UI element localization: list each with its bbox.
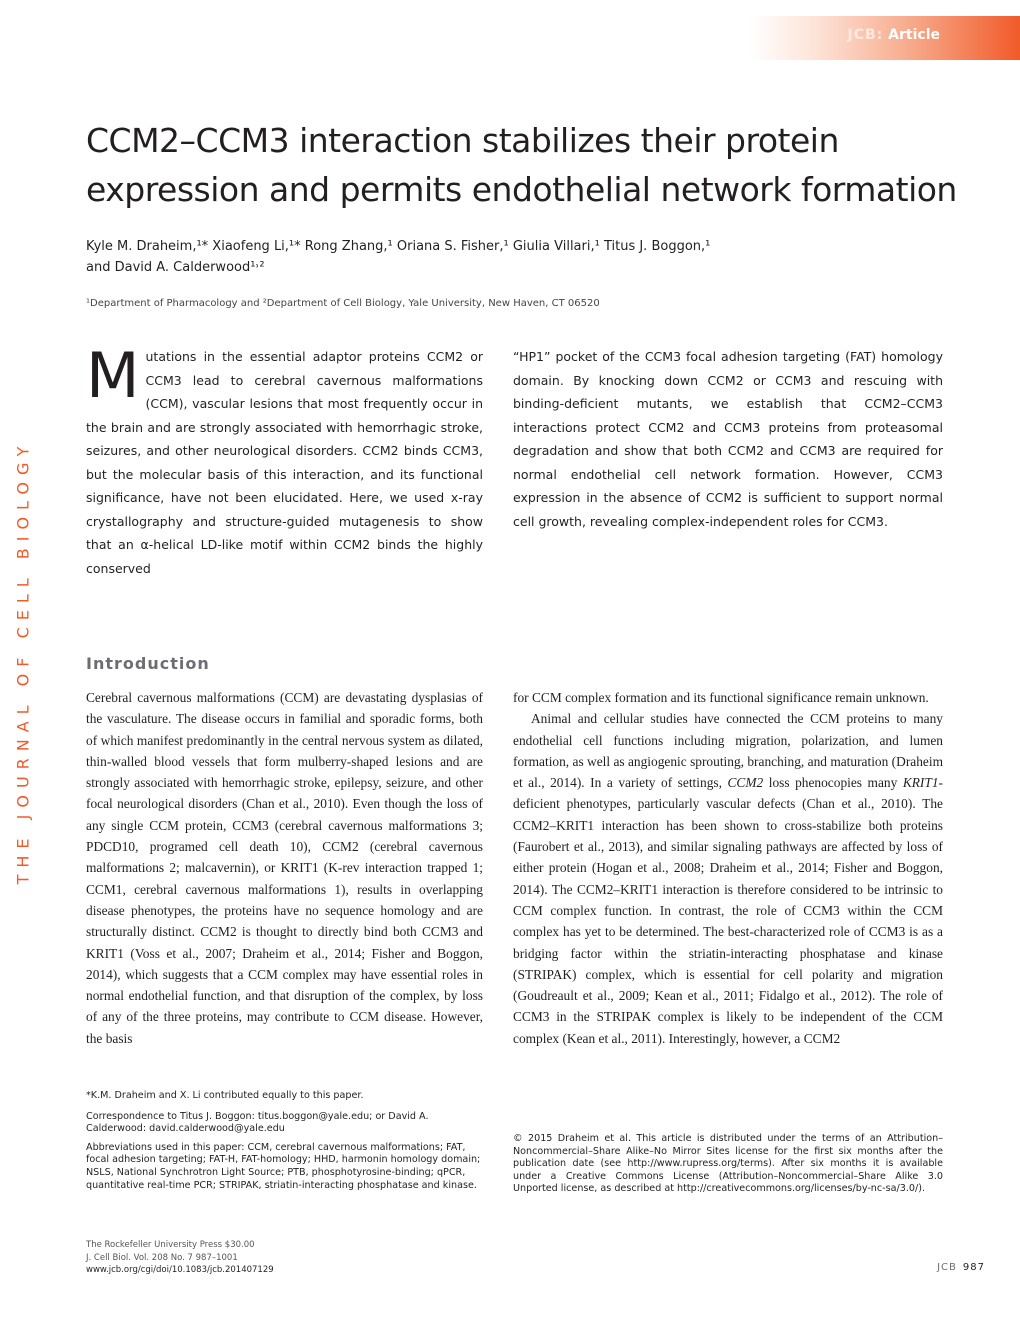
authors-line-2: and David A. Calderwood¹˒²	[86, 260, 265, 275]
body-left-column: Cerebral cavernous malformations (CCM) are devastating dysplasias of the vasculature. The disease occurs in familial and sporadic forms, both of which manifest predominantly in the central nervous system as dilated, thin-walled blood vessels that form mulberry-shaped lesions and are strongly associated with hemorrhagic stroke, epilepsy, seizure, and other focal neurological disorders (Chan et al., 2010). Even though the loss of any single CCM protein, CCM3 (cerebral cavernous malformations 3; PDCD10, programed cell death 10), CCM2 (cerebral cavernous malformations 2; malcavernin), or KRIT1 (K-rev interaction trapped 1; CCM1, cerebral cavernous malformations 1), results in overlapping disease phenotypes, the proteins have no sequence homology and are structurally distinct. CCM2 is thought to directly bind both CCM3 and KRIT1 (Voss et al., 2007; Draheim et al., 2014; Fisher and Boggon, 2014), which suggests that a CCM complex may have essential roles in normal endothelial function, and that disruption of the complex, by loss of any of the three proteins, may contribute to CCM disease. However, the basis	[86, 690, 483, 1046]
doi-link[interactable]: www.jcb.org/cgi/doi/10.1083/jcb.201407129	[86, 1265, 274, 1275]
body-right-column	[513, 687, 943, 1049]
section-heading-introduction: Introduction	[86, 654, 210, 673]
intro-right-paragraph-1: for CCM complex formation and its functional significance remain unknown.	[513, 690, 929, 705]
authors-line-1: Kyle M. Draheim,¹* Xiaofeng Li,¹* Rong Zhang,¹ Oriana S. Fisher,¹ Giulia Villari,¹ Titus J. Boggon,¹	[86, 239, 711, 254]
publisher-line: The Rockefeller University Press $30.00	[86, 1240, 255, 1250]
license-note: © 2015 Draheim et al. This article is distributed under the terms of an Attribution–Noncommercial–Share Alike–No Mirror Sites license for the first six months after the publication date (see http://www.rupress.org/terms). After six months it is available under a Creative Commons License (Attribution–Noncommercial–Share Alike 3.0 Unported license, as described at http://creativecommons.org/licenses/by-nc-sa/3.0/).	[513, 1133, 943, 1195]
equal-contribution-note: *K.M. Draheim and X. Li contributed equally to this paper.	[86, 1090, 364, 1101]
gene-krit1: KRIT1	[902, 775, 939, 791]
author-list	[86, 236, 946, 278]
header-banner-text	[790, 27, 940, 43]
abstract-left-column	[86, 339, 483, 580]
abstract-dropcap: M	[86, 339, 140, 412]
page-number: 987	[962, 1262, 985, 1273]
section-label: Article	[888, 27, 940, 43]
correspondence-note: Correspondence to Titus J. Boggon: titus.boggon@yale.edu; or David A. Calderwood: david.calderwood@yale.edu	[86, 1110, 429, 1135]
intro-text-b: loss phenocopies many	[763, 775, 903, 791]
footer-page	[880, 1262, 985, 1273]
journal-vertical-label	[0, 0, 47, 1320]
footnotes	[86, 1090, 486, 1198]
citation-line: J. Cell Biol. Vol. 208 No. 7 987–1001	[86, 1252, 238, 1263]
intro-right-paragraph-2	[513, 708, 943, 1049]
abbreviations-note: Abbreviations used in this paper: CCM, cerebral cavernous malformations; FAT, focal adhesion targeting; FAT-H, FAT-homology; HHD, harmonin homology domain; NSLS, National Synchrotron Light Source; PTB, phosphotyrosine-binding; qPCR, quantitative real-time PCR; STRIPAK, striatin-interacting phosphatase and kinase.	[86, 1141, 481, 1191]
intro-text-a: Animal and cellular studies have connected the CCM proteins to many endothelial cell functions including migration, polarization, and lumen formation, as well as angiogenic sprouting, branching, and maturation (Draheim et al., 2014). In a variety of settings,	[513, 711, 943, 791]
article-title: CCM2–CCM3 interaction stabilizes their protein expression and permits endothelial network formation	[86, 121, 957, 209]
gene-ccm2: CCM2	[727, 775, 764, 791]
intro-text-c: -deficient phenotypes, particularly vascular defects (Chan et al., 2010). The CCM2–KRIT1 interaction has been shown to cross-stabilize both proteins (Faurobert et al., 2013), and similar signaling pathways are affected by loss of either protein (Hogan et al., 2008; Draheim et al., 2014; Fisher and Boggon, 2014). The CCM2–KRIT1 interaction is therefore considered to be intrinsic to CCM complex function. In contrast, the role of CCM3 within the CCM complex has yet to be determined. The best-characterized role of CCM3 is as a bridging factor within the striatin-interacting phosphatase and kinase (STRIPAK) complex, which is essential for cell polarity and migration (Goudreault et al., 2009; Kean et al., 2011; Fidalgo et al., 2012). The role of CCM3 in the STRIPAK complex is likely to be independent of the CCM complex (Kean et al., 2011). Interestingly, however, a CCM2	[513, 775, 943, 1046]
journal-abbr: JCB:	[847, 27, 884, 43]
abstract-left-text: utations in the essential adaptor proteins CCM2 or CCM3 lead to cerebral cavernous malformations (CCM), vascular lesions that most frequently occur in the brain and are strongly associated with hemorrhagic stroke, seizures, and other neurological disorders. CCM2 binds CCM3, but the molecular basis of this interaction, and its functional significance, have not been elucidated. Here, we used x-ray crystallography and structure-guided mutagenesis to show that an α-helical LD-like motif within CCM2 binds the highly conserved	[86, 349, 483, 576]
journal-vertical-text: THE JOURNAL OF CELL BIOLOGY	[13, 439, 33, 885]
footer-journal: JCB	[937, 1262, 957, 1273]
footer-citation	[86, 1239, 274, 1277]
affiliations: ¹Department of Pharmacology and ²Department of Cell Biology, Yale University, New Haven, CT 06520	[86, 298, 600, 309]
abstract-right-column: “HP1” pocket of the CCM3 focal adhesion targeting (FAT) homology domain. By knocking down CCM2 or CCM3 and rescuing with binding-deficient mutants, we establish that CCM2–CCM3 interactions protect CCM2 and CCM3 proteins from proteasomal degradation and show that both CCM2 and CCM3 are required for normal endothelial cell network formation. However, CCM3 expression in the absence of CCM2 is sufficient to support normal cell growth, revealing complex-independent roles for CCM3.	[513, 349, 943, 529]
